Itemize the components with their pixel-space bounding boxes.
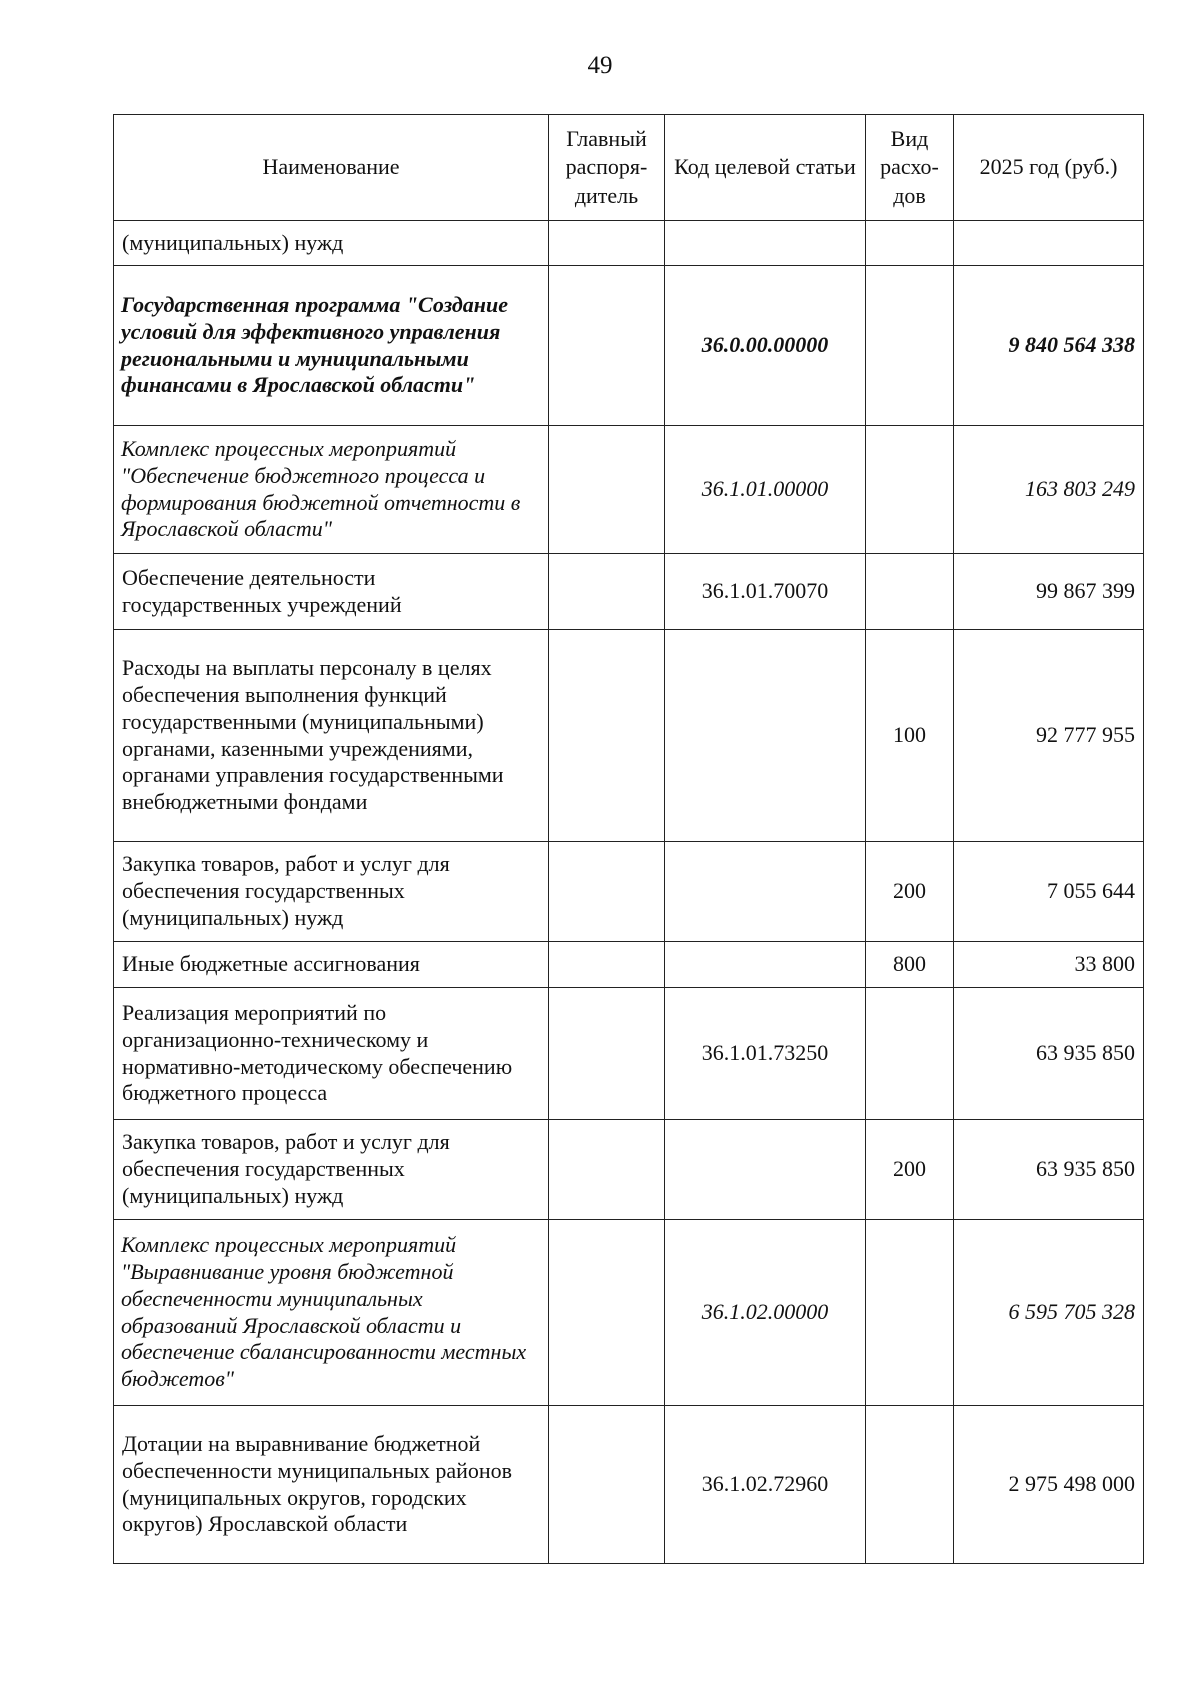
table-row [114, 1220, 1144, 1406]
row-admin [549, 554, 665, 630]
row-name: Комплекс процессных мероприятий "Обеспечение бюджетного процесса и формирования бюджетной отчетности в Ярославской области" [114, 426, 549, 554]
row-admin [549, 630, 665, 842]
row-admin [549, 942, 665, 988]
row-kind [866, 1406, 954, 1564]
header-amount: 2025 год (руб.) [954, 115, 1144, 221]
row-amount [954, 221, 1144, 266]
row-amount: 6 595 705 328 [954, 1220, 1144, 1406]
row-amount: 163 803 249 [954, 426, 1144, 554]
row-admin [549, 1120, 665, 1220]
row-code: 36.1.02.00000 [665, 1220, 866, 1406]
row-code [665, 630, 866, 842]
row-admin [549, 221, 665, 266]
row-kind [866, 426, 954, 554]
header-kind: Вид расхо-дов [866, 115, 954, 221]
table-row [114, 426, 1144, 554]
row-kind: 200 [866, 842, 954, 942]
table-row [114, 1406, 1144, 1564]
page-number: 49 [587, 52, 613, 79]
row-amount: 7 055 644 [954, 842, 1144, 942]
row-code: 36.0.00.00000 [665, 266, 866, 426]
row-code [665, 221, 866, 266]
row-kind [866, 554, 954, 630]
row-amount: 9 840 564 338 [954, 266, 1144, 426]
row-kind [866, 221, 954, 266]
row-admin [549, 988, 665, 1120]
row-name: Закупка товаров, работ и услуг для обеспечения государственных (муниципальных) нужд [114, 1120, 549, 1220]
row-code [665, 842, 866, 942]
row-admin [549, 1220, 665, 1406]
table-row [114, 842, 1144, 942]
header-code: Код целевой статьи [665, 115, 866, 221]
row-kind: 200 [866, 1120, 954, 1220]
row-code: 36.1.02.72960 [665, 1406, 866, 1564]
table-row [114, 988, 1144, 1120]
row-code: 36.1.01.70070 [665, 554, 866, 630]
row-kind [866, 988, 954, 1120]
header-admin: Главный распоря-дитель [549, 115, 665, 221]
row-admin [549, 426, 665, 554]
table-row [114, 221, 1144, 266]
row-amount: 33 800 [954, 942, 1144, 988]
row-amount: 63 935 850 [954, 1120, 1144, 1220]
row-code: 36.1.01.73250 [665, 988, 866, 1120]
row-kind: 800 [866, 942, 954, 988]
row-kind [866, 266, 954, 426]
row-admin [549, 842, 665, 942]
row-name: Обеспечение деятельности государственных учреждений [114, 554, 549, 630]
table-row [114, 266, 1144, 426]
row-code: 36.1.01.00000 [665, 426, 866, 554]
row-name: Реализация мероприятий по организационно-техническому и нормативно-методическому обеспечению бюджетного процесса [114, 988, 549, 1120]
row-code [665, 1120, 866, 1220]
table-row [114, 630, 1144, 842]
row-name: Расходы на выплаты персоналу в целях обеспечения выполнения функций государственными (муниципальными) органами, казенными учреждениями, органами управления государственными внебюджетными фондами [114, 630, 549, 842]
row-kind [866, 1220, 954, 1406]
row-name: Закупка товаров, работ и услуг для обеспечения государственных (муниципальных) нужд [114, 842, 549, 942]
table-header-row [114, 115, 1144, 221]
row-kind: 100 [866, 630, 954, 842]
row-amount: 63 935 850 [954, 988, 1144, 1120]
row-admin [549, 1406, 665, 1564]
row-name: Дотации на выравнивание бюджетной обеспеченности муниципальных районов (муниципальных округов, городских округов) Ярославской области [114, 1406, 549, 1564]
row-name: Государственная программа "Создание условий для эффективного управления региональными и муниципальными финансами в Ярославской области" [114, 266, 549, 426]
table-row [114, 554, 1144, 630]
row-name: Иные бюджетные ассигнования [114, 942, 549, 988]
row-name: Комплекс процессных мероприятий "Выравнивание уровня бюджетной обеспеченности муниципальных образований Ярославской области и обеспечение сбалансированности местных бюджетов" [114, 1220, 549, 1406]
budget-table [113, 114, 1144, 1564]
row-amount: 99 867 399 [954, 554, 1144, 630]
row-amount: 92 777 955 [954, 630, 1144, 842]
table-row [114, 942, 1144, 988]
table-row [114, 1120, 1144, 1220]
row-code [665, 942, 866, 988]
row-admin [549, 266, 665, 426]
row-name: (муниципальных) нужд [114, 221, 549, 266]
header-name: Наименование [114, 115, 549, 221]
row-amount: 2 975 498 000 [954, 1406, 1144, 1564]
